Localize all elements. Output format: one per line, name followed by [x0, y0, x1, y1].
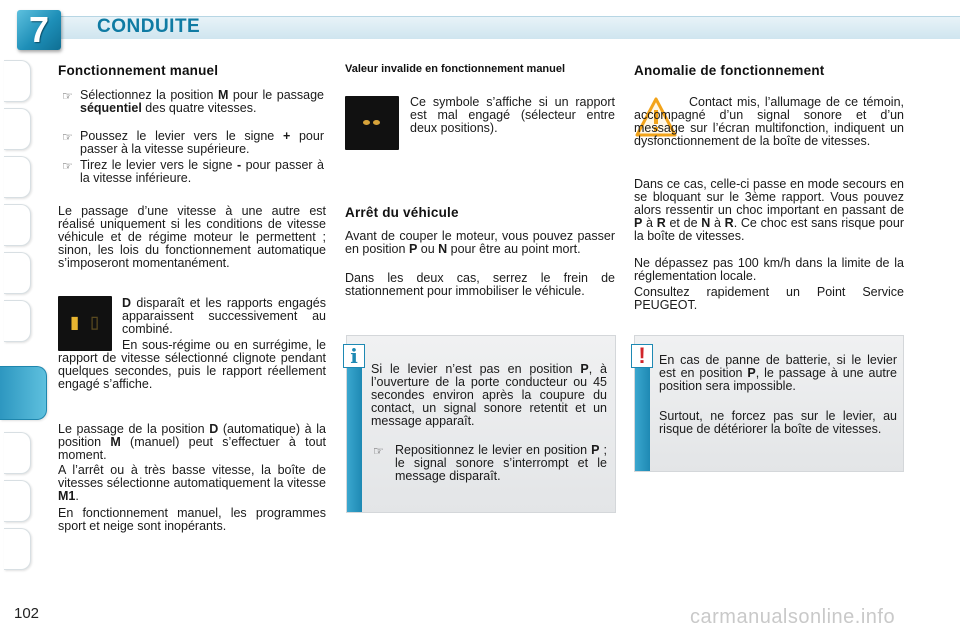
- chapter-tab[interactable]: [4, 60, 31, 102]
- anomaly-paragraph-3: Ne dépassez pas 100 km/h dans la limite de la réglementation locale.: [634, 256, 904, 283]
- section-heading-stop: Arrêt du véhicule: [345, 205, 459, 220]
- paragraph-programs: En fonctionnement manuel, les programmes sport et neige sont inopérants.: [58, 506, 326, 533]
- stop-paragraph-1: Avant de couper le moteur, vous pouvez passer en position P ou N pour être au point mort.: [345, 229, 615, 256]
- chapter-title: CONDUITE: [97, 16, 201, 37]
- bullet-text-1: Sélectionnez la position M pour le passage séquentiel des quatre vitesses.: [80, 88, 324, 115]
- chapter-tab[interactable]: [4, 300, 31, 342]
- info-box-bullet: Repositionnez le levier en position P ; le signal sonore s’interrompt et le message disparaît.: [395, 443, 608, 483]
- invalid-value-text: Ce symbole s’affiche si un rapport est mal engagé (sélecteur entre deux positions).: [410, 95, 615, 135]
- bullet-icon: ☞: [62, 89, 73, 103]
- chapter-tab[interactable]: [4, 156, 31, 198]
- warning-box-text-2: Surtout, ne forcez pas sur le levier, au risque de détériorer la boîte de vitesses.: [659, 409, 897, 436]
- chapter-number: 7: [28, 9, 50, 50]
- bullet-text-3: Tirez le levier vers le signe - pour passer à la vitesse inférieure.: [80, 158, 324, 185]
- chapter-tab-active[interactable]: [0, 366, 47, 420]
- chapter-tab[interactable]: [4, 204, 31, 246]
- anomaly-paragraph-1: Contact mis, l’allumage de ce témoin, accompagné d’un signal sonore et d’un message sur l’écran multifonction, indiquent un dysfonctionnement de la boîte de vitesses.: [634, 95, 904, 148]
- chapter-tab[interactable]: [4, 252, 31, 294]
- invalid-gear-icon: [345, 96, 399, 150]
- chapter-tab[interactable]: [4, 480, 31, 522]
- invalid-value-heading: Valeur invalide en fonctionnement manuel: [345, 63, 566, 75]
- bullet-icon: ☞: [62, 159, 73, 173]
- gear-digit-dim-icon: ▯: [88, 310, 102, 335]
- chapter-tab[interactable]: [4, 432, 31, 474]
- paragraph-gears-displayed: D disparaît et les rapports engagés apparaissent successivement au combiné.: [122, 296, 326, 336]
- paragraph-conditions: Le passage d’une vitesse à une autre est réalisé uniquement si les conditions de vitesse véhicule et de régime moteur le permettent ; sinon, les lois du fonctionnement automatique s’imposeront momentanément.: [58, 204, 326, 270]
- invalid-lamp-left-icon: [363, 120, 370, 125]
- info-icon: i: [343, 344, 365, 368]
- anomaly-paragraph-2: Dans ce cas, celle-ci passe en mode secours en se bloquant sur le 3ème rapport. Vous pouvez alors ressentir un choc important en passant de P à R et de N à R. Ce choc est sans risque pour la boîte de vitesses.: [634, 177, 904, 243]
- anomaly-paragraph-4: Consultez rapidement un Point Service PEUGEOT.: [634, 285, 904, 312]
- chapter-tab[interactable]: [4, 528, 31, 570]
- gear-digit-icon: ▮: [68, 310, 82, 335]
- page-number: 102: [14, 605, 40, 622]
- chapter-badge: [17, 10, 61, 50]
- info-box: [346, 335, 616, 513]
- invalid-lamp-right-icon: [373, 120, 380, 125]
- section-heading-manual: Fonctionnement manuel: [58, 63, 219, 78]
- paragraph-low-speed: A l’arrêt ou à très basse vitesse, la boîte de vitesses sélectionne automatiquement la vitesse M1.: [58, 463, 326, 503]
- paragraph-under-over-speed: En sous-régime ou en surrégime, le rapport de vitesse sélectionné clignote pendant quelques secondes, puis le rapport réellement engagé s’affiche.: [58, 338, 326, 391]
- warning-box: [634, 335, 904, 472]
- paragraph-d-to-m: Le passage de la position D (automatique) à la position M (manuel) peut s’effectuer à tout moment.: [58, 422, 326, 462]
- bullet-icon: ☞: [373, 444, 384, 458]
- stop-paragraph-2: Dans les deux cas, serrez le frein de stationnement pour immobiliser le véhicule.: [345, 271, 615, 298]
- warning-box-text-1: En cas de panne de batterie, si le levier est en position P, le passage à une autre position sera impossible.: [659, 353, 897, 393]
- chapter-tab[interactable]: [4, 108, 31, 150]
- bullet-text-2: Poussez le levier vers le signe + pour passer à la vitesse supérieure.: [80, 129, 324, 156]
- info-box-text: Si le levier n’est pas en position P, à l’ouverture de la porte conducteur ou 45 secondes environ après la coupure du contact, un signal sonore retentit et un message apparaît.: [371, 362, 607, 428]
- section-heading-anomaly: Anomalie de fonctionnement: [634, 63, 825, 78]
- info-box-strip: [347, 344, 362, 512]
- bullet-icon: ☞: [62, 130, 73, 144]
- watermark: carmanualsonline.info: [690, 606, 896, 628]
- warning-exclamation-icon: !: [631, 344, 653, 368]
